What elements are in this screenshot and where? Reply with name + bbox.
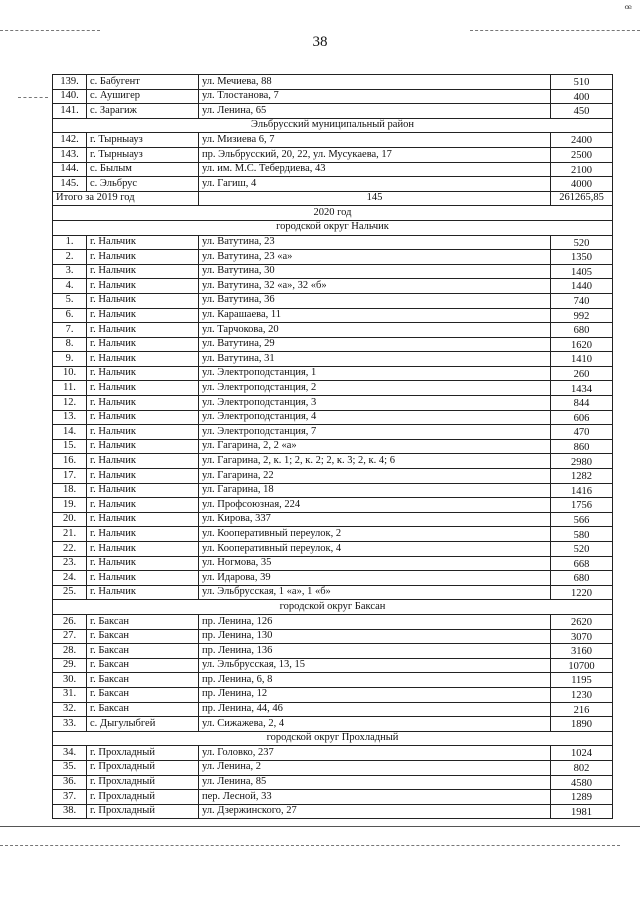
row-address: ул. Ватутина, 23 «а» bbox=[199, 250, 551, 265]
row-locality: г. Нальчик bbox=[87, 512, 199, 527]
table-row bbox=[53, 644, 613, 659]
row-number: 12. bbox=[53, 396, 87, 411]
table-row bbox=[53, 804, 613, 819]
row-address: пр. Ленина, 136 bbox=[199, 644, 551, 659]
row-locality: г. Нальчик bbox=[87, 527, 199, 542]
row-value: 2500 bbox=[551, 147, 613, 162]
row-value: 1416 bbox=[551, 483, 613, 498]
row-number: 140. bbox=[53, 89, 87, 104]
table-row bbox=[53, 308, 613, 323]
section-title: Эльбрусский муниципальный район bbox=[53, 118, 613, 133]
row-number: 8. bbox=[53, 337, 87, 352]
row-address: ул. Ватутина, 36 bbox=[199, 293, 551, 308]
page-number: 38 bbox=[312, 34, 328, 50]
section-header-row bbox=[53, 206, 613, 221]
row-address: ул. Эльбрусская, 1 «а», 1 «б» bbox=[199, 585, 551, 600]
row-value: 1282 bbox=[551, 469, 613, 484]
table-row bbox=[53, 585, 613, 600]
row-number: 1. bbox=[53, 235, 87, 250]
row-address: ул. Ногмова, 35 bbox=[199, 556, 551, 571]
table-row bbox=[53, 454, 613, 469]
row-value: 2620 bbox=[551, 614, 613, 629]
row-locality: с. Дыгулыбгей bbox=[87, 717, 199, 732]
row-address: ул. Электроподстанция, 2 bbox=[199, 381, 551, 396]
scan-line-top bbox=[470, 30, 640, 31]
table-row bbox=[53, 75, 613, 90]
section-title: городской округ Нальчик bbox=[53, 220, 613, 235]
row-number: 29. bbox=[53, 658, 87, 673]
table-row bbox=[53, 366, 613, 381]
row-address: ул. Ватутина, 31 bbox=[199, 352, 551, 367]
row-value: 1434 bbox=[551, 381, 613, 396]
row-value: 566 bbox=[551, 512, 613, 527]
row-address: ул. Ватутина, 23 bbox=[199, 235, 551, 250]
row-number: 16. bbox=[53, 454, 87, 469]
row-value: 844 bbox=[551, 396, 613, 411]
row-number: 144. bbox=[53, 162, 87, 177]
section-header-row bbox=[53, 118, 613, 133]
row-locality: г. Нальчик bbox=[87, 293, 199, 308]
row-locality: с. Бабугент bbox=[87, 75, 199, 90]
table-row bbox=[53, 410, 613, 425]
row-locality: г. Баксан bbox=[87, 673, 199, 688]
row-number: 142. bbox=[53, 133, 87, 148]
row-address: ул. Кооперативный переулок, 4 bbox=[199, 542, 551, 557]
row-value: 2100 bbox=[551, 162, 613, 177]
row-locality: с. Былым bbox=[87, 162, 199, 177]
row-locality: г. Баксан bbox=[87, 687, 199, 702]
row-locality: г. Баксан bbox=[87, 629, 199, 644]
row-address: ул. Карашаева, 11 bbox=[199, 308, 551, 323]
row-value: 740 bbox=[551, 293, 613, 308]
row-locality: г. Баксан bbox=[87, 658, 199, 673]
table-row bbox=[53, 104, 613, 119]
row-value: 450 bbox=[551, 104, 613, 119]
section-header-row bbox=[53, 220, 613, 235]
row-value: 1410 bbox=[551, 352, 613, 367]
section-header-row bbox=[53, 600, 613, 615]
table-row bbox=[53, 629, 613, 644]
row-number: 26. bbox=[53, 614, 87, 629]
section-title: городской округ Прохладный bbox=[53, 731, 613, 746]
row-number: 34. bbox=[53, 746, 87, 761]
row-address: ул. Дзержинского, 27 bbox=[199, 804, 551, 819]
row-value: 2980 bbox=[551, 454, 613, 469]
row-locality: г. Нальчик bbox=[87, 410, 199, 425]
table-row bbox=[53, 439, 613, 454]
row-locality: г. Нальчик bbox=[87, 337, 199, 352]
row-value: 520 bbox=[551, 235, 613, 250]
row-locality: г. Прохладный bbox=[87, 760, 199, 775]
row-address: ул. Гагарина, 2, к. 1; 2, к. 2; 2, к. 3; 2, к. 4; 6 bbox=[199, 454, 551, 469]
row-value: 3070 bbox=[551, 629, 613, 644]
row-address: ул. Мизиева 6, 7 bbox=[199, 133, 551, 148]
row-address: ул. Электроподстанция, 7 bbox=[199, 425, 551, 440]
row-address: ул. Тарчокова, 20 bbox=[199, 323, 551, 338]
total-row bbox=[53, 191, 613, 206]
row-locality: г. Нальчик bbox=[87, 556, 199, 571]
table-row bbox=[53, 571, 613, 586]
row-locality: г. Нальчик bbox=[87, 235, 199, 250]
row-locality: г. Нальчик bbox=[87, 323, 199, 338]
total-count: 145 bbox=[199, 191, 551, 206]
scan-line-top bbox=[0, 30, 100, 31]
row-address: ул. Гагиш, 4 bbox=[199, 177, 551, 192]
row-locality: г. Нальчик bbox=[87, 264, 199, 279]
row-value: 1981 bbox=[551, 804, 613, 819]
row-address: ул. Кирова, 337 bbox=[199, 512, 551, 527]
row-value: 260 bbox=[551, 366, 613, 381]
row-value: 680 bbox=[551, 323, 613, 338]
row-value: 668 bbox=[551, 556, 613, 571]
table-row bbox=[53, 483, 613, 498]
row-locality: г. Нальчик bbox=[87, 585, 199, 600]
scan-line-bottom bbox=[0, 845, 620, 846]
row-number: 15. bbox=[53, 439, 87, 454]
table-row bbox=[53, 717, 613, 732]
row-number: 3. bbox=[53, 264, 87, 279]
table-row bbox=[53, 323, 613, 338]
row-address: ул. Мечиева, 88 bbox=[199, 75, 551, 90]
total-sum: 261265,85 bbox=[551, 191, 613, 206]
table-row bbox=[53, 512, 613, 527]
row-value: 1230 bbox=[551, 687, 613, 702]
row-locality: г. Тырныауз bbox=[87, 133, 199, 148]
row-value: 2400 bbox=[551, 133, 613, 148]
section-title: 2020 год bbox=[53, 206, 613, 221]
row-number: 5. bbox=[53, 293, 87, 308]
row-locality: г. Нальчик bbox=[87, 454, 199, 469]
table-row bbox=[53, 425, 613, 440]
row-number: 27. bbox=[53, 629, 87, 644]
table-row bbox=[53, 264, 613, 279]
row-address: ул. Ленина, 65 bbox=[199, 104, 551, 119]
row-address: ул. Идарова, 39 bbox=[199, 571, 551, 586]
row-value: 1289 bbox=[551, 790, 613, 805]
row-address: ул. Электроподстанция, 4 bbox=[199, 410, 551, 425]
row-locality: г. Нальчик bbox=[87, 571, 199, 586]
row-locality: с. Аушигер bbox=[87, 89, 199, 104]
row-number: 6. bbox=[53, 308, 87, 323]
table-row bbox=[53, 614, 613, 629]
row-value: 216 bbox=[551, 702, 613, 717]
row-value: 992 bbox=[551, 308, 613, 323]
row-number: 31. bbox=[53, 687, 87, 702]
row-locality: г. Нальчик bbox=[87, 439, 199, 454]
row-address: ул. Сижажева, 2, 4 bbox=[199, 717, 551, 732]
row-locality: г. Прохладный bbox=[87, 775, 199, 790]
row-address: ул. Головко, 237 bbox=[199, 746, 551, 761]
row-number: 19. bbox=[53, 498, 87, 513]
row-number: 20. bbox=[53, 512, 87, 527]
table-row bbox=[53, 133, 613, 148]
row-address: ул. Тлостанова, 7 bbox=[199, 89, 551, 104]
row-locality: г. Нальчик bbox=[87, 352, 199, 367]
table-row bbox=[53, 250, 613, 265]
row-locality: г. Нальчик bbox=[87, 542, 199, 557]
row-address: ул. Ленина, 2 bbox=[199, 760, 551, 775]
scan-line-left bbox=[18, 97, 48, 98]
row-number: 9. bbox=[53, 352, 87, 367]
row-number: 22. bbox=[53, 542, 87, 557]
row-number: 35. bbox=[53, 760, 87, 775]
row-locality: г. Нальчик bbox=[87, 425, 199, 440]
row-locality: г. Прохладный bbox=[87, 804, 199, 819]
row-address: пр. Ленина, 44, 46 bbox=[199, 702, 551, 717]
row-value: 510 bbox=[551, 75, 613, 90]
row-number: 28. bbox=[53, 644, 87, 659]
row-value: 4580 bbox=[551, 775, 613, 790]
table-row bbox=[53, 279, 613, 294]
row-locality: с. Зарагиж bbox=[87, 104, 199, 119]
row-number: 38. bbox=[53, 804, 87, 819]
row-address: ул. Ленина, 85 bbox=[199, 775, 551, 790]
table-row bbox=[53, 235, 613, 250]
corner-mark: ꟹ bbox=[624, 2, 632, 16]
table-row bbox=[53, 352, 613, 367]
row-locality: г. Тырныауз bbox=[87, 147, 199, 162]
row-address: ул. Гагарина, 2, 2 «а» bbox=[199, 439, 551, 454]
row-locality: г. Баксан bbox=[87, 702, 199, 717]
table-row bbox=[53, 760, 613, 775]
row-locality: г. Нальчик bbox=[87, 483, 199, 498]
table-row bbox=[53, 498, 613, 513]
row-value: 520 bbox=[551, 542, 613, 557]
table-row bbox=[53, 89, 613, 104]
row-value: 1620 bbox=[551, 337, 613, 352]
row-value: 3160 bbox=[551, 644, 613, 659]
table-row bbox=[53, 746, 613, 761]
row-address: пр. Ленина, 126 bbox=[199, 614, 551, 629]
row-address: ул. Ватутина, 32 «а», 32 «б» bbox=[199, 279, 551, 294]
row-number: 2. bbox=[53, 250, 87, 265]
row-address: ул. Ватутина, 30 bbox=[199, 264, 551, 279]
row-address: ул. Электроподстанция, 1 bbox=[199, 366, 551, 381]
row-value: 10700 bbox=[551, 658, 613, 673]
table-row bbox=[53, 556, 613, 571]
row-number: 37. bbox=[53, 790, 87, 805]
row-number: 7. bbox=[53, 323, 87, 338]
row-number: 36. bbox=[53, 775, 87, 790]
row-number: 10. bbox=[53, 366, 87, 381]
row-number: 141. bbox=[53, 104, 87, 119]
section-header-row bbox=[53, 731, 613, 746]
table-row bbox=[53, 527, 613, 542]
total-label: Итого за 2019 год bbox=[53, 191, 199, 206]
row-address: пр. Эльбрусский, 20, 22, ул. Мусукаева, 17 bbox=[199, 147, 551, 162]
row-number: 4. bbox=[53, 279, 87, 294]
table-row bbox=[53, 147, 613, 162]
table-row bbox=[53, 658, 613, 673]
row-value: 4000 bbox=[551, 177, 613, 192]
row-value: 1890 bbox=[551, 717, 613, 732]
row-value: 680 bbox=[551, 571, 613, 586]
row-locality: г. Нальчик bbox=[87, 308, 199, 323]
row-number: 145. bbox=[53, 177, 87, 192]
table-row bbox=[53, 702, 613, 717]
row-number: 33. bbox=[53, 717, 87, 732]
row-locality: г. Баксан bbox=[87, 644, 199, 659]
row-value: 1195 bbox=[551, 673, 613, 688]
table-row bbox=[53, 293, 613, 308]
row-address: ул. Электроподстанция, 3 bbox=[199, 396, 551, 411]
row-address: пер. Лесной, 33 bbox=[199, 790, 551, 805]
row-number: 25. bbox=[53, 585, 87, 600]
row-locality: г. Нальчик bbox=[87, 279, 199, 294]
row-value: 606 bbox=[551, 410, 613, 425]
row-number: 32. bbox=[53, 702, 87, 717]
table-row bbox=[53, 162, 613, 177]
row-address: ул. Профсоюзная, 224 bbox=[199, 498, 551, 513]
row-number: 30. bbox=[53, 673, 87, 688]
scan-line-bottom bbox=[0, 826, 640, 827]
row-locality: г. Нальчик bbox=[87, 396, 199, 411]
row-address: пр. Ленина, 12 bbox=[199, 687, 551, 702]
row-number: 139. bbox=[53, 75, 87, 90]
row-value: 400 bbox=[551, 89, 613, 104]
row-locality: г. Нальчик bbox=[87, 381, 199, 396]
row-address: ул. Гагарина, 22 bbox=[199, 469, 551, 484]
table-row bbox=[53, 687, 613, 702]
row-locality: г. Прохладный bbox=[87, 790, 199, 805]
row-number: 23. bbox=[53, 556, 87, 571]
row-number: 17. bbox=[53, 469, 87, 484]
row-address: пр. Ленина, 6, 8 bbox=[199, 673, 551, 688]
table-row bbox=[53, 177, 613, 192]
row-address: ул. им. М.С. Тебердиева, 43 bbox=[199, 162, 551, 177]
row-address: ул. Гагарина, 18 bbox=[199, 483, 551, 498]
row-address: ул. Кооперативный переулок, 2 bbox=[199, 527, 551, 542]
table-row bbox=[53, 396, 613, 411]
row-value: 802 bbox=[551, 760, 613, 775]
row-address: ул. Эльбрусская, 13, 15 bbox=[199, 658, 551, 673]
row-locality: г. Прохладный bbox=[87, 746, 199, 761]
table-row bbox=[53, 790, 613, 805]
row-locality: с. Эльбрус bbox=[87, 177, 199, 192]
row-number: 18. bbox=[53, 483, 87, 498]
row-number: 14. bbox=[53, 425, 87, 440]
row-locality: г. Баксан bbox=[87, 614, 199, 629]
row-address: ул. Ватутина, 29 bbox=[199, 337, 551, 352]
row-value: 860 bbox=[551, 439, 613, 454]
row-number: 24. bbox=[53, 571, 87, 586]
section-title: городской округ Баксан bbox=[53, 600, 613, 615]
table-row bbox=[53, 673, 613, 688]
table-row bbox=[53, 381, 613, 396]
row-address: пр. Ленина, 130 bbox=[199, 629, 551, 644]
table-row bbox=[53, 775, 613, 790]
table-row bbox=[53, 542, 613, 557]
row-value: 470 bbox=[551, 425, 613, 440]
row-locality: г. Нальчик bbox=[87, 498, 199, 513]
row-number: 143. bbox=[53, 147, 87, 162]
row-value: 1405 bbox=[551, 264, 613, 279]
row-value: 1024 bbox=[551, 746, 613, 761]
row-locality: г. Нальчик bbox=[87, 366, 199, 381]
table-row bbox=[53, 337, 613, 352]
row-number: 21. bbox=[53, 527, 87, 542]
table-row bbox=[53, 469, 613, 484]
row-value: 1440 bbox=[551, 279, 613, 294]
register-body bbox=[53, 75, 613, 819]
register-table bbox=[52, 74, 613, 819]
row-number: 11. bbox=[53, 381, 87, 396]
row-value: 580 bbox=[551, 527, 613, 542]
row-locality: г. Нальчик bbox=[87, 469, 199, 484]
row-value: 1350 bbox=[551, 250, 613, 265]
row-locality: г. Нальчик bbox=[87, 250, 199, 265]
row-value: 1756 bbox=[551, 498, 613, 513]
row-number: 13. bbox=[53, 410, 87, 425]
row-value: 1220 bbox=[551, 585, 613, 600]
